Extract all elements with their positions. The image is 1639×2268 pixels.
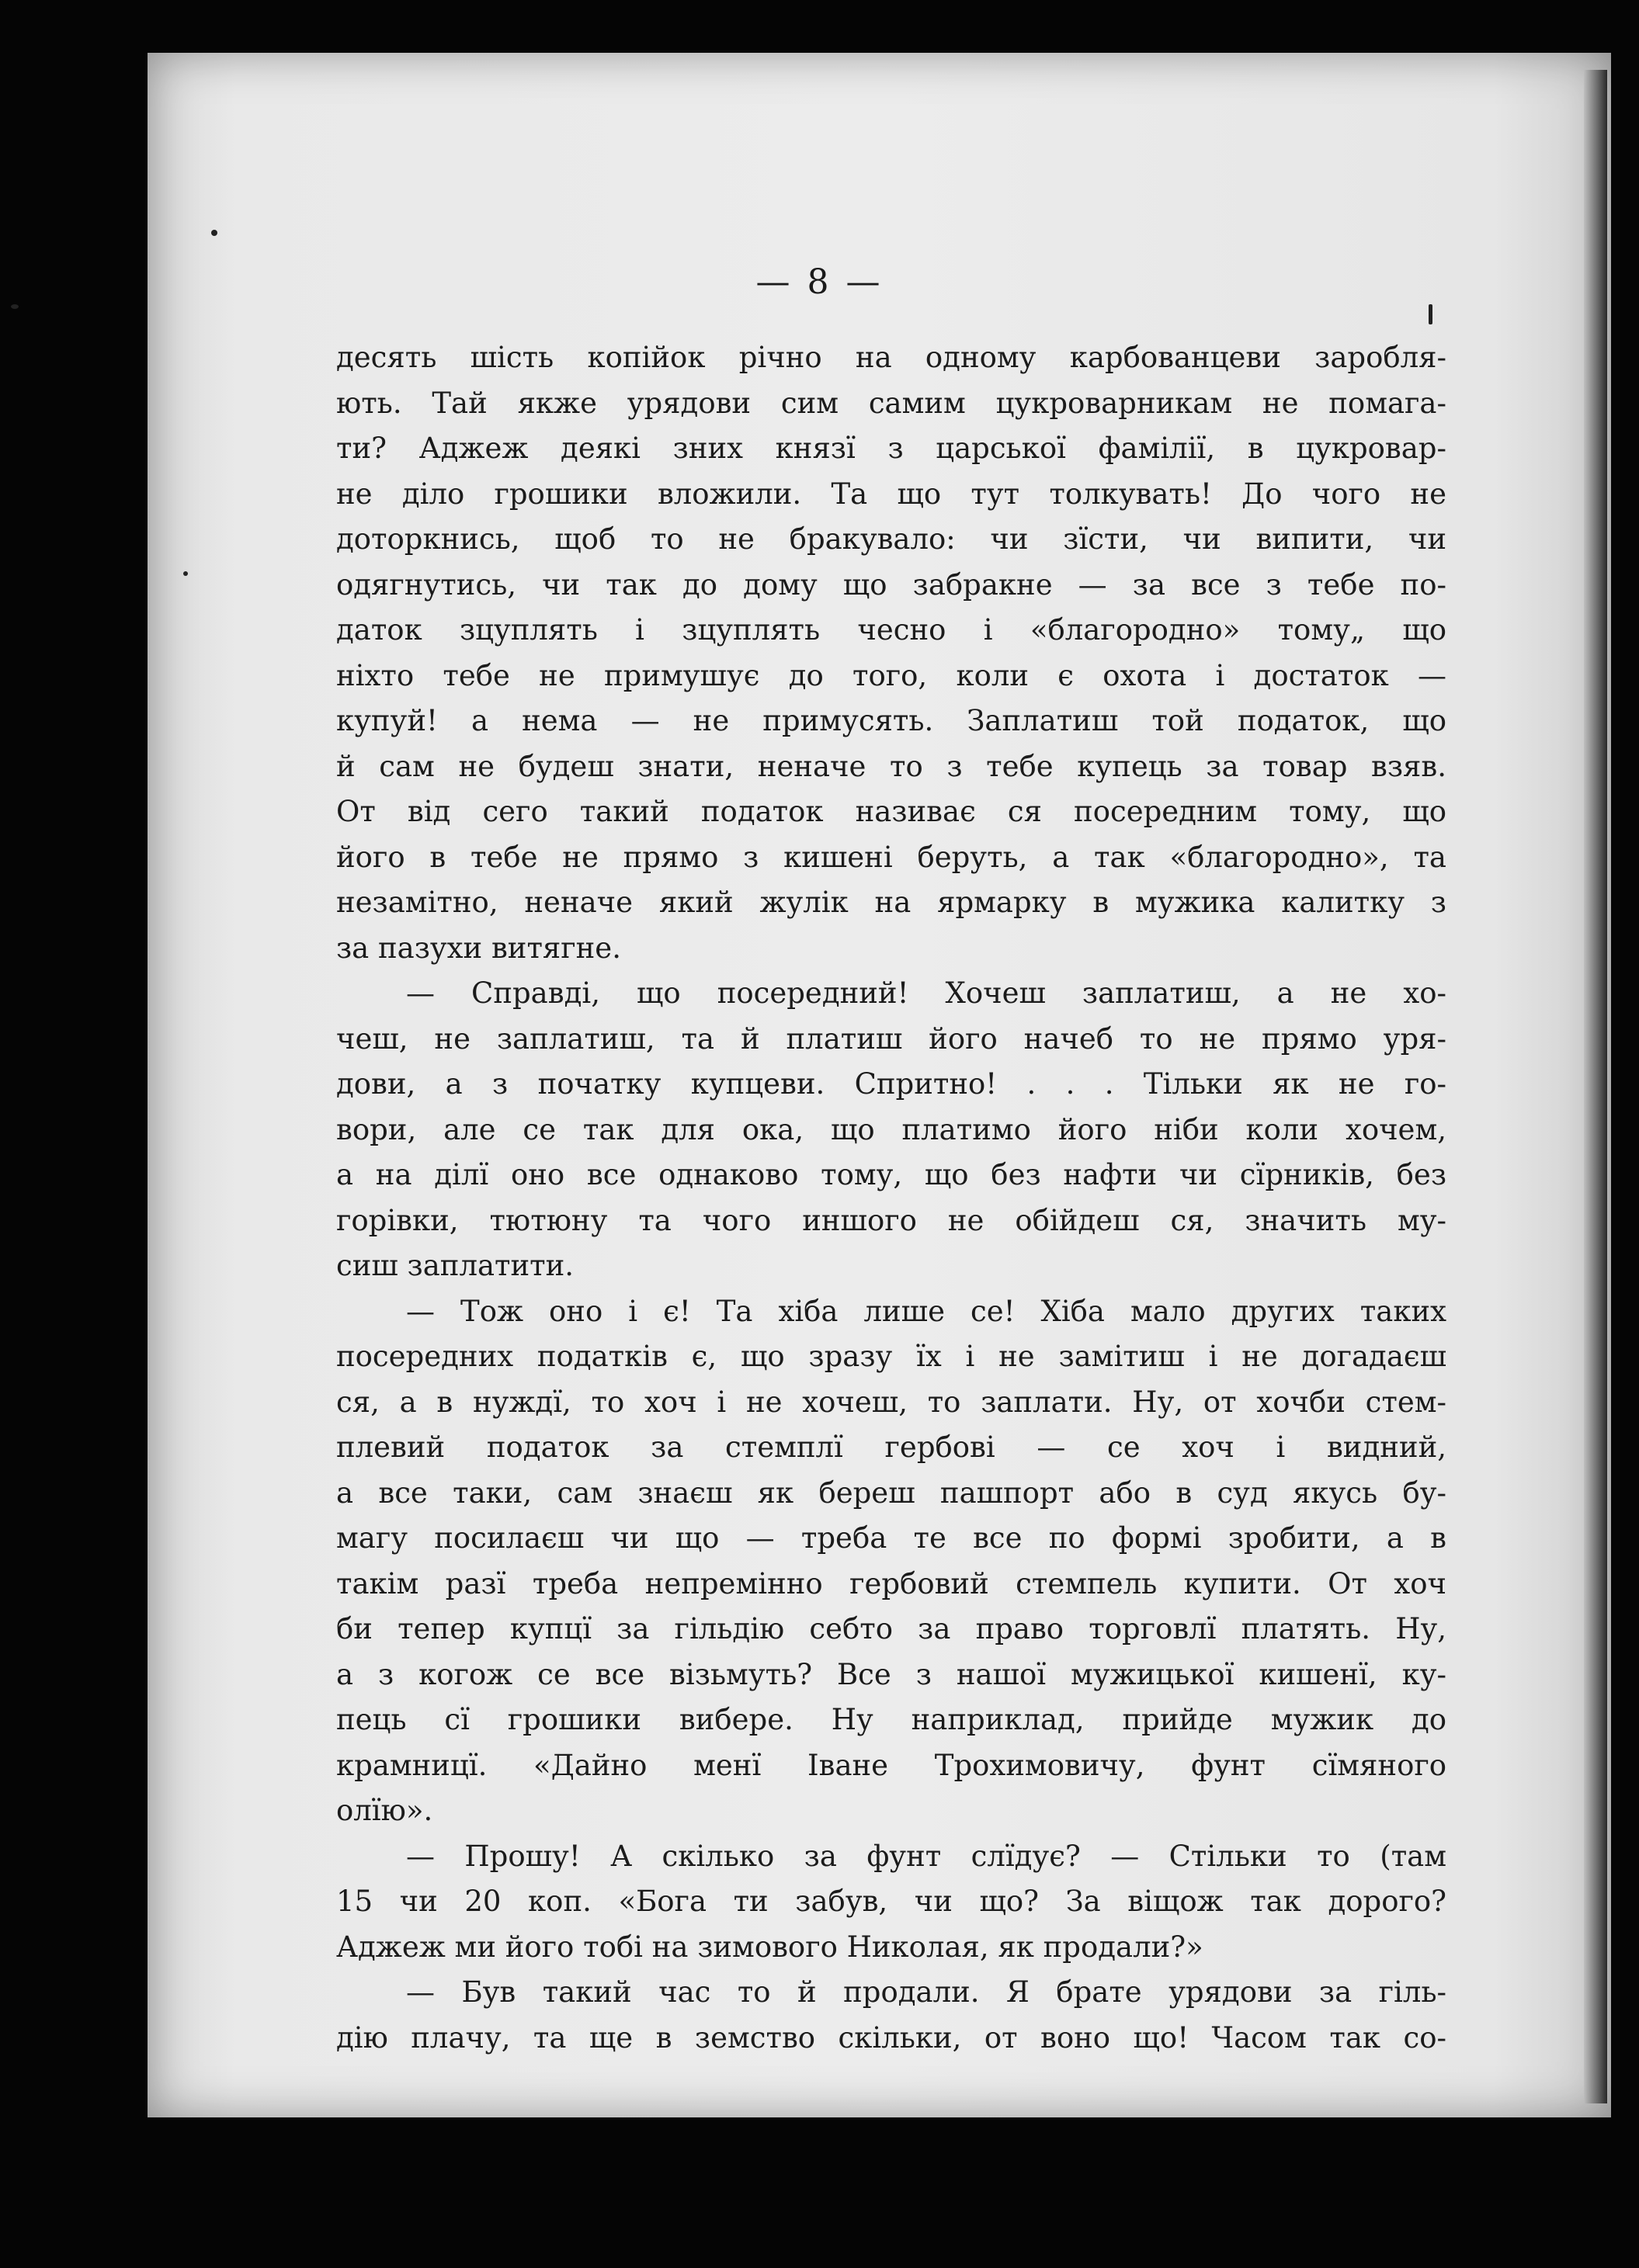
text-line: ся, а в нуждї, то хоч і не хочеш, то заплати. Ну, от хочби стем- <box>336 1385 1446 1419</box>
text-line: посередних податків є, що зразу їх і не замітиш і не догадаєш <box>336 1340 1446 1373</box>
text-line: дію плачу, та ще в земство скільки, от воно що! Часом так со- <box>336 2020 1446 2055</box>
text-line: — Справді, що посередний! Хочеш заплатиш, а не хо- <box>406 976 1446 1010</box>
text-line: купуй! а нема — не примусять. Заплатиш той податок, що <box>336 704 1446 737</box>
page-edge-shadow <box>1584 70 1607 2103</box>
text-line: олїю». <box>336 1794 433 1827</box>
text-line: Аджеж ми його тобі на зимового Николая, як продали?» <box>336 1930 1203 1964</box>
text-line: би тепер купцї за гільдію себто за право торговлї платять. Ну, <box>336 1612 1446 1646</box>
text-line: 15 чи 20 коп. «Бога ти забув, чи що? За віщож так дорого? <box>336 1885 1446 1918</box>
text-line: дови, а з початку купцеви. Спритно! . . . Тільки як не го- <box>336 1067 1446 1101</box>
text-line: крамницї. «Дайно менї Іване Трохимовичу, фунт сїмяного <box>336 1748 1446 1782</box>
text-line: От від сего такий податок називає ся посередним тому, що <box>336 795 1446 828</box>
text-line: й сам не будеш знати, неначе то з тебе купець за товар взяв. <box>336 749 1446 783</box>
text-line: одягнутись, чи так до дому що забракне — за все з тебе по- <box>336 567 1446 602</box>
dust-speck <box>183 571 188 576</box>
page-number: — 8 — <box>755 262 884 302</box>
dust-speck <box>211 230 217 236</box>
text-line: вори, але се так для ока, що платимо його ніби коли хочем, <box>336 1112 1446 1146</box>
text-line: даток зцуплять і зцуплять чесно і «благородно» тому„ що <box>336 613 1446 647</box>
text-line: пець сї грошики вибере. Ну наприклад, прийде мужик до <box>336 1703 1446 1736</box>
dust-speck <box>11 304 19 309</box>
text-line: десять шість копійок річно на одному карбованцеви заробля- <box>336 341 1446 374</box>
text-line: ніхто тебе не примушує до того, коли є охота і достаток — <box>336 658 1446 692</box>
text-line: чеш, не заплатиш, та й платиш його начеб то не прямо уря- <box>336 1021 1446 1056</box>
text-line: за пазухи витягне. <box>336 931 621 965</box>
dust-speck <box>1429 304 1432 324</box>
text-line: не діло грошики вложили. Та що тут толкувать! До чого не <box>336 477 1446 511</box>
text-line: — Був такий час то й продали. Я брате урядови за гіль- <box>406 1975 1446 2009</box>
text-line: магу посилаєш чи що — треба те все по формі зробити, а в <box>336 1521 1446 1555</box>
page-body-text <box>336 335 1446 2061</box>
text-line: сиш заплатити. <box>336 1249 575 1282</box>
text-line: а з когож се все візьмуть? Все з нашої мужицької кишенї, ку- <box>336 1657 1446 1691</box>
text-line: ти? Аджеж деякі зних князї з царської фамілії, в цукровар- <box>336 432 1446 465</box>
text-line: горівки, тютюну та чого иншого не обійдеш ся, значить му- <box>336 1203 1446 1237</box>
text-line: — Тож оно і є! Та хіба лише се! Хіба мало других таких <box>406 1294 1446 1328</box>
text-line: незамітно, неначе який жулік на ярмарку в мужика калитку з <box>336 886 1446 919</box>
text-line: плевий податок за стемплї гербові — се хоч і видний, <box>336 1431 1446 1464</box>
text-line: його в тебе не прямо з кишені беруть, а так «благородно», та <box>336 840 1446 874</box>
text-line: ють. Тай якже урядови сим самим цукроварникам не помага- <box>336 386 1446 420</box>
text-line: такім разї треба непремінно гербовий стемпель купити. От хоч <box>336 1566 1446 1600</box>
text-line: доторкнись, щоб то не бракувало: чи зїсти, чи випити, чи <box>336 522 1446 556</box>
text-line: а все таки, сам знаєш як береш пашпорт або в суд якусь бу- <box>336 1476 1446 1510</box>
text-line: а на ділї оно все однаково тому, що без нафти чи сїрників, без <box>336 1158 1446 1191</box>
text-line: — Прошу! А скілько за фунт слїдує? — Стільки то (там <box>406 1839 1446 1873</box>
